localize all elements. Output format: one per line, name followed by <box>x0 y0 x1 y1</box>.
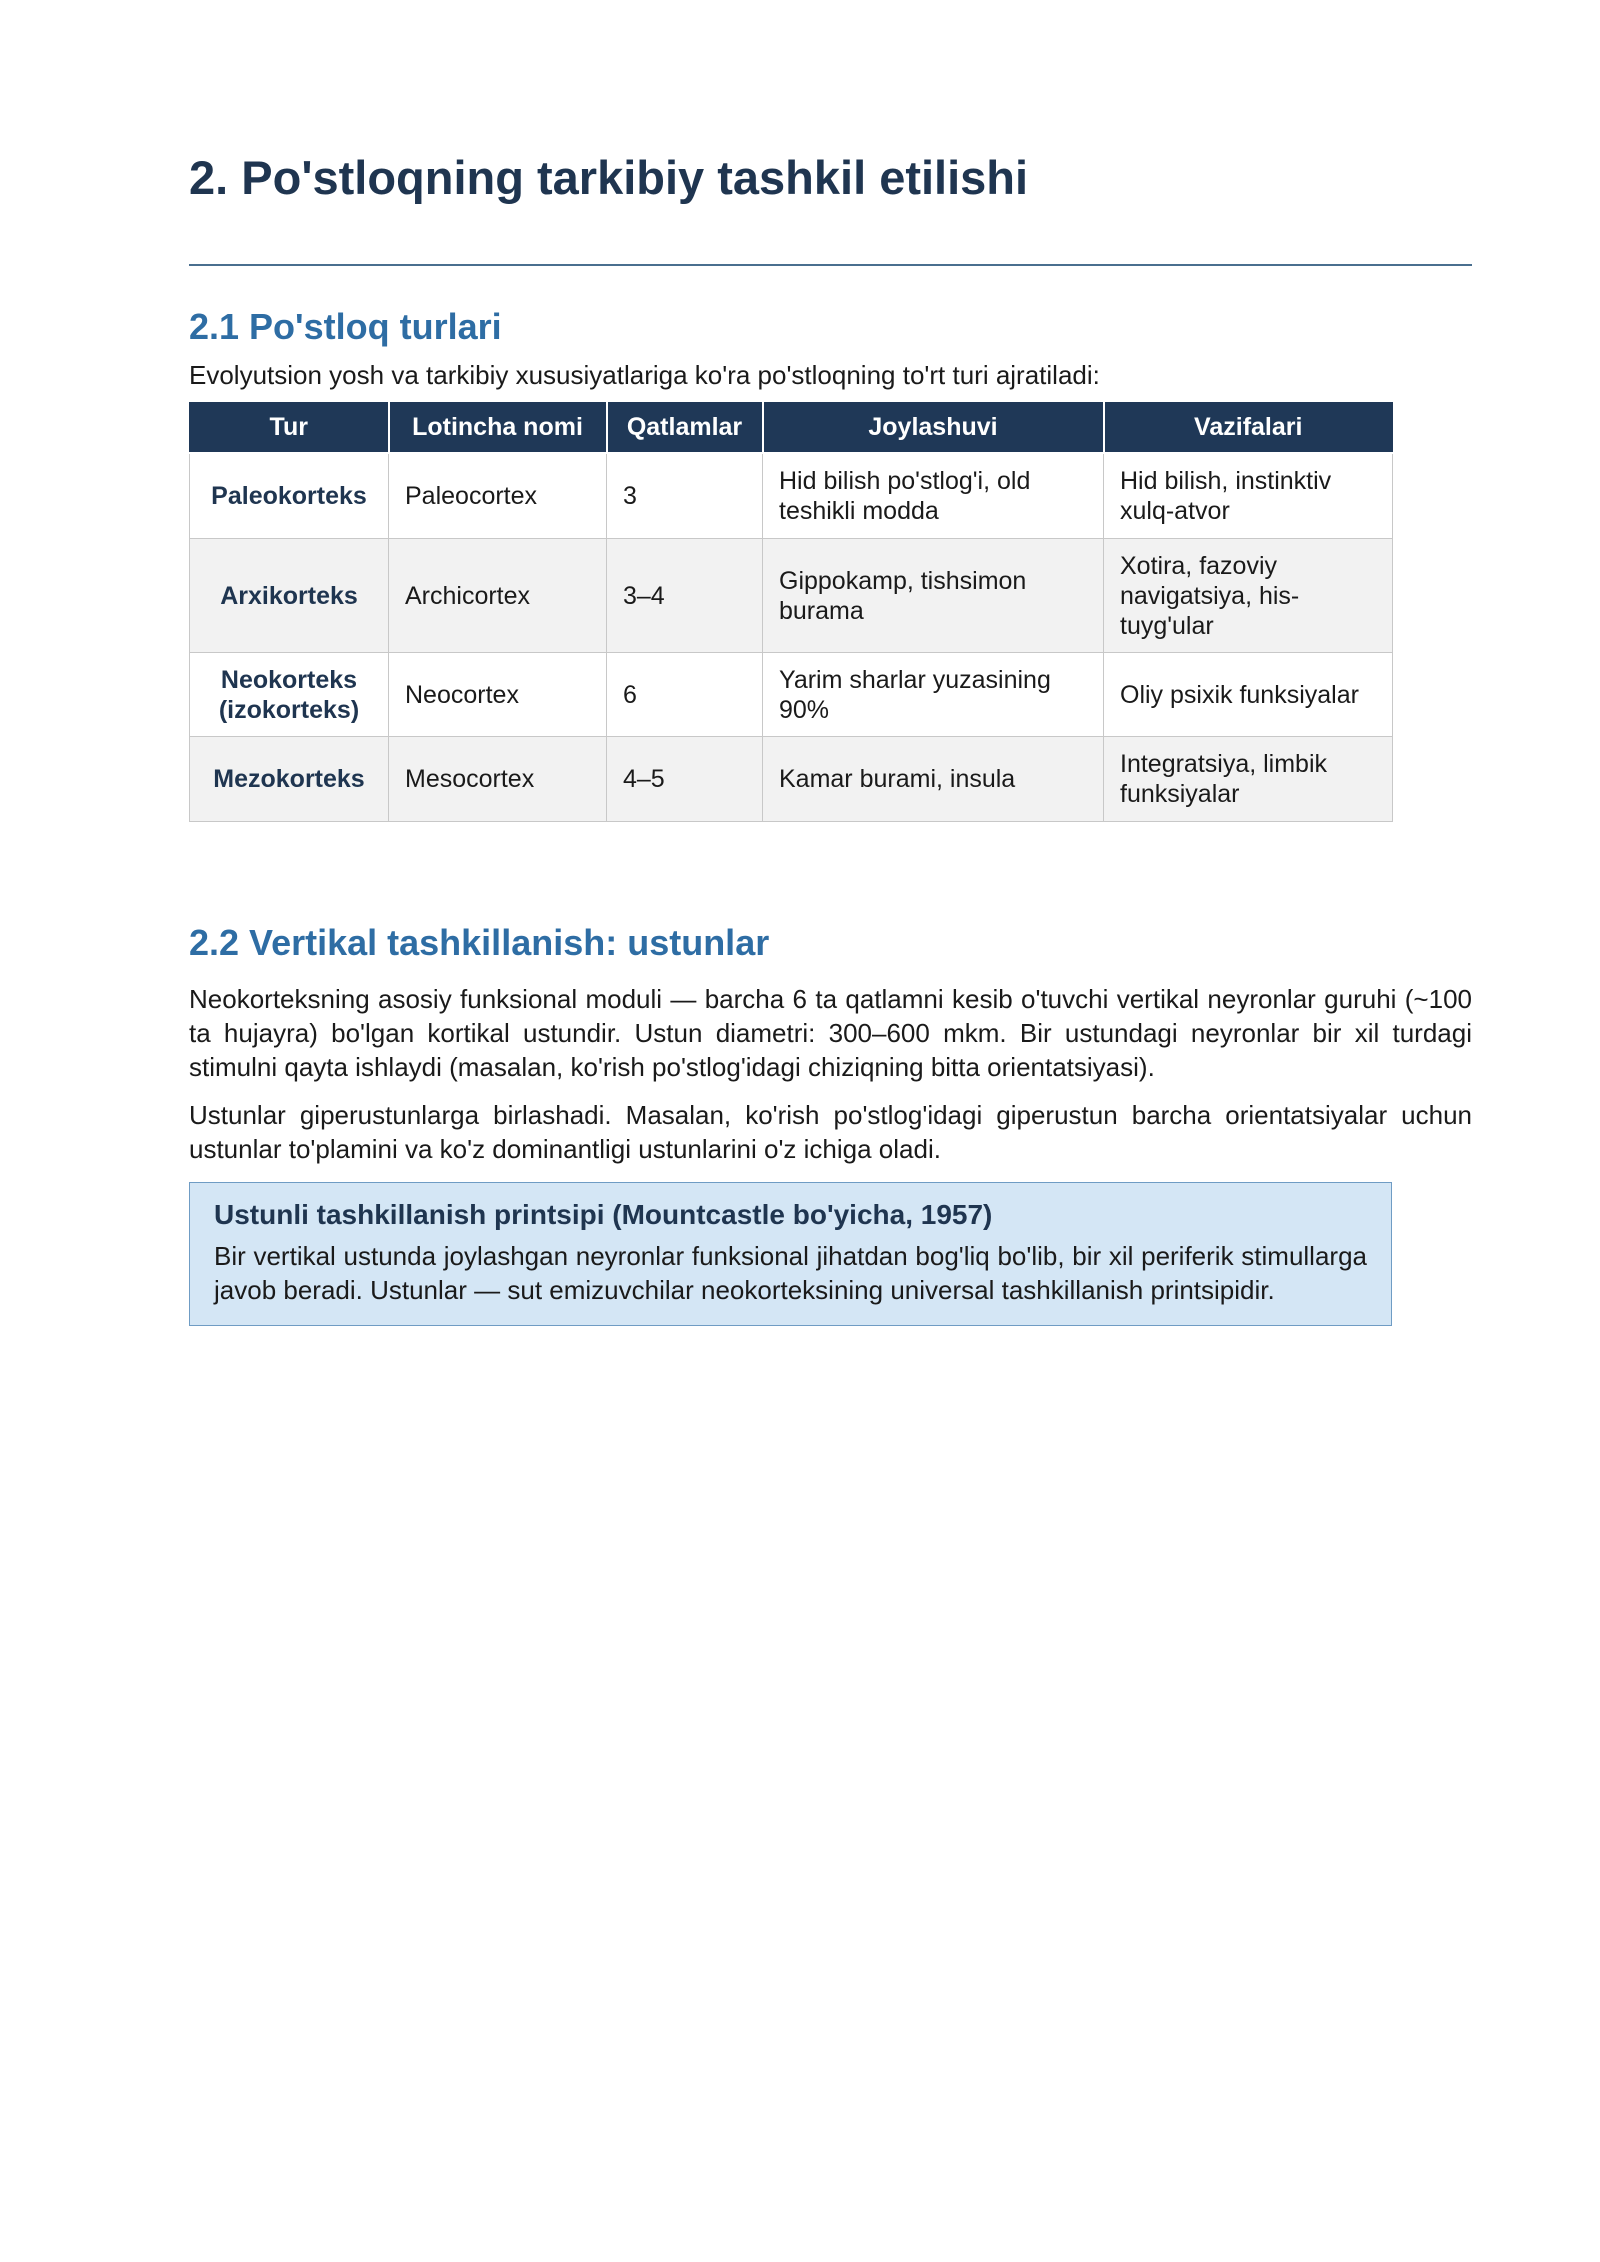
column-header-location: Joylashuvi <box>763 402 1104 453</box>
body-paragraph: Ustunlar giperustunlarga birlashadi. Masalan, ko'rish po'stlog'idagi giperustun barcha orientatsiyalar uchun ustunlar to'plamini va ko'z dominantligi ustunlarini o'z ichiga oladi. <box>189 1100 1472 1164</box>
cell-functions: Hid bilish, instinktiv xulq-atvor <box>1104 453 1393 539</box>
body-paragraph: Neokorteksning asosiy funksional moduli — barcha 6 ta qatlamni kesib o'tuvchi vertikal neyronlar guruhi (~100 ta hujayra) bo'lgan kortikal ustundir. Ustun diametri: 300–600 mkm. Bir ustundagi neyronlar bir xil turdagi stimulni qayta ishlaydi (masalan, ko'rish po'stlog'idagi chiziqning bitta orientatsiyasi). <box>189 984 1472 1082</box>
section-intro: Evolyutsion yosh va tarkibiy xususiyatlariga ko'ra po'stloqning to'rt turi ajratiladi: <box>189 360 1100 390</box>
cell-latin-name: Neocortex <box>389 653 607 737</box>
section-heading-cortex-types: 2.1 Po'stloq turlari <box>189 306 502 347</box>
table-row <box>190 653 1393 737</box>
column-header-type: Tur <box>190 402 389 453</box>
callout-body: Bir vertikal ustunda joylashgan neyronlar funksional jihatdan bog'liq bo'lib, bir xil periferik stimullarga javob beradi. Ustunlar — sut emizuvchilar neokorteksining universal tashkillanish printsipidir. <box>214 1241 1367 1305</box>
column-header-functions: Vazifalari <box>1104 402 1393 453</box>
cell-layers: 3 <box>607 453 763 539</box>
cell-latin-name: Mesocortex <box>389 737 607 822</box>
column-header-latin-name: Lotincha nomi <box>389 402 607 453</box>
page-content <box>189 146 1472 1326</box>
table-header-row <box>190 402 1393 453</box>
page-title: 2. Po'stloqning tarkibiy tashkil etilishi <box>189 151 1029 204</box>
cell-functions: Xotira, fazoviy navigatsiya, his-tuyg'ular <box>1104 539 1393 653</box>
cell-location: Kamar burami, insula <box>763 737 1104 822</box>
column-header-layers: Qatlamlar <box>607 402 763 453</box>
table-row <box>190 737 1393 822</box>
cell-location: Yarim sharlar yuzasining 90% <box>763 653 1104 737</box>
cell-layers: 3–4 <box>607 539 763 653</box>
cell-latin-name: Archicortex <box>389 539 607 653</box>
callout-title: Ustunli tashkillanish printsipi (Mountcastle bo'yicha, 1957) <box>214 1199 993 1230</box>
cortex-types-table <box>189 402 1393 822</box>
section-heading-vertical-columns: 2.2 Vertikal tashkillanish: ustunlar <box>189 922 770 963</box>
cell-type: Neokorteks (izokorteks) <box>190 653 389 737</box>
cell-layers: 4–5 <box>607 737 763 822</box>
title-divider <box>189 264 1472 266</box>
cell-functions: Integratsiya, limbik funksiyalar <box>1104 737 1393 822</box>
cell-location: Gippokamp, tishsimon burama <box>763 539 1104 653</box>
cell-type: Paleokorteks <box>190 453 389 539</box>
cell-functions: Oliy psixik funksiyalar <box>1104 653 1393 737</box>
cell-location: Hid bilish po'stlog'i, old teshikli modda <box>763 453 1104 539</box>
cell-latin-name: Paleocortex <box>389 453 607 539</box>
cell-type: Arxikorteks <box>190 539 389 653</box>
table-row <box>190 539 1393 653</box>
principle-callout-box <box>189 1182 1392 1326</box>
cell-type: Mezokorteks <box>190 737 389 822</box>
table-row <box>190 453 1393 539</box>
cell-layers: 6 <box>607 653 763 737</box>
